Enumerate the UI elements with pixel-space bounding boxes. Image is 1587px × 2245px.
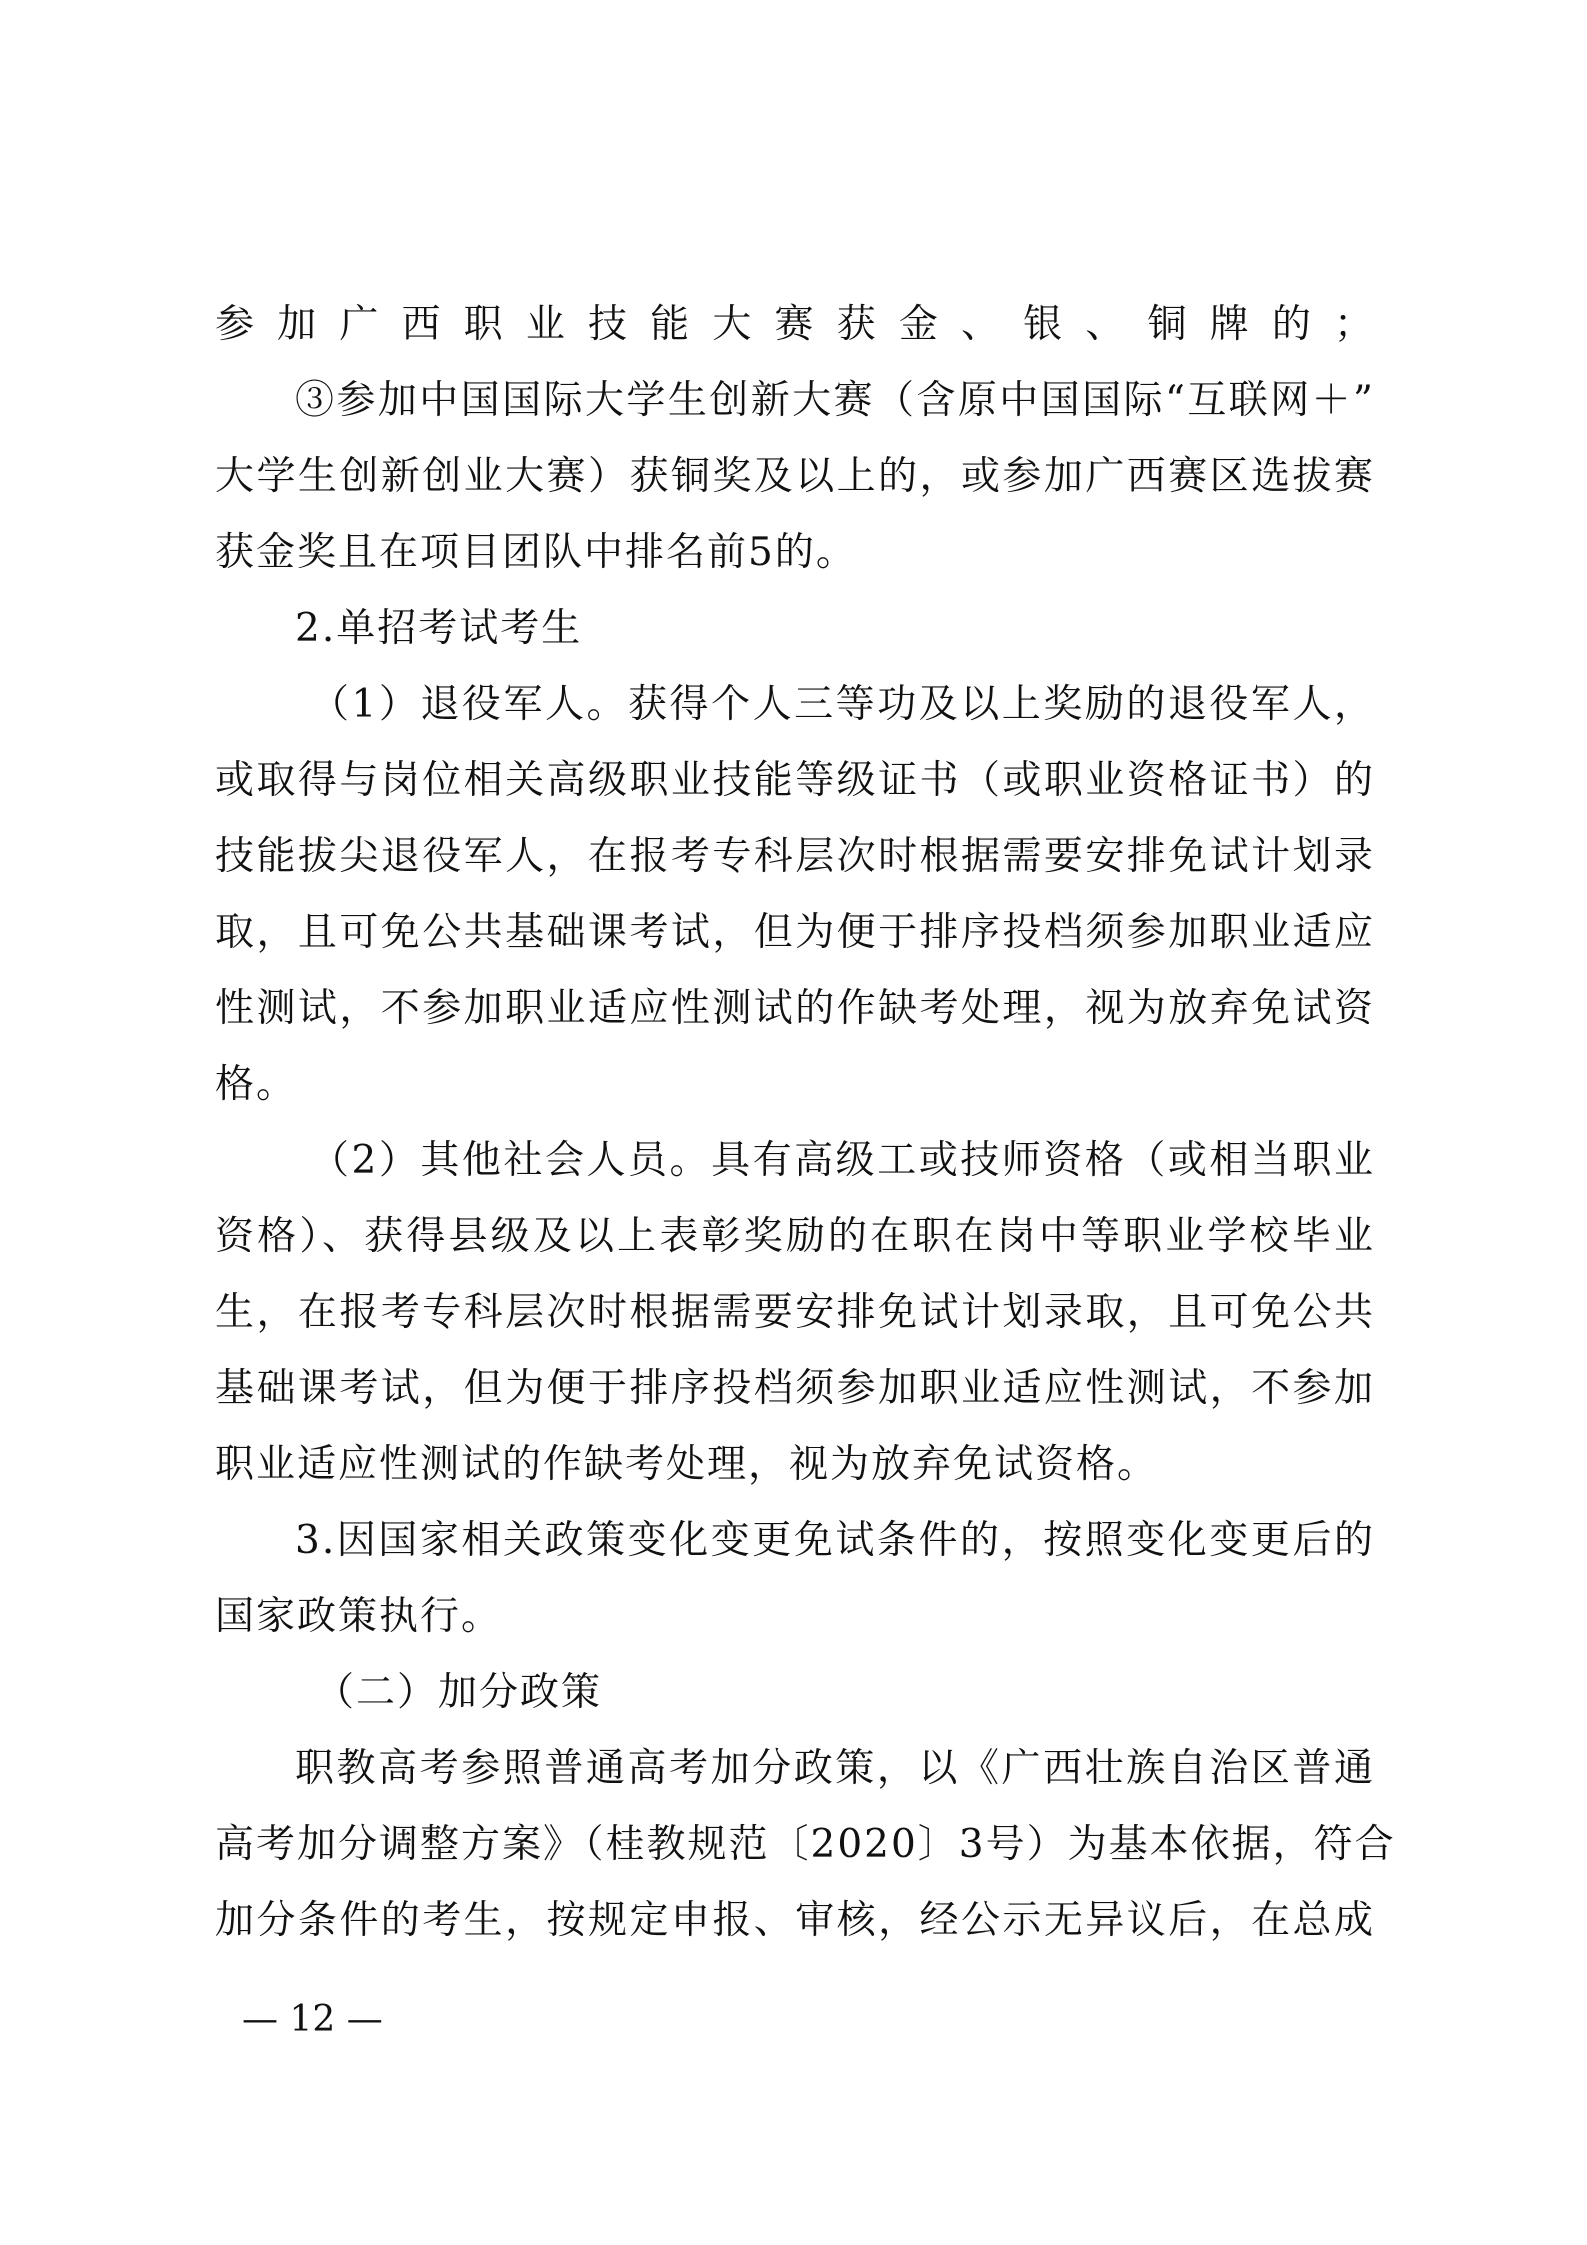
text-line: ③参加中国国际大学生创新大赛（含原中国国际“互联网＋” [295, 378, 1375, 423]
page-number: — 12 — [242, 1999, 383, 2040]
text-line: 职业适应性测试的作缺考处理，视为放弃免试资格。 [215, 1442, 1159, 1487]
text-line: 参加广西职业技能大赛获金、银、铜牌的； [215, 302, 1375, 347]
text-line: 性测试，不参加职业适应性测试的作缺考处理，视为放弃免试资 [215, 986, 1375, 1031]
text-line: 格。 [215, 1062, 298, 1107]
text-line: 国家政策执行。 [215, 1594, 503, 1639]
subsection-heading: （二）加分政策 [315, 1670, 603, 1715]
text-line: 大学生创新创业大赛）获铜奖及以上的，或参加广西赛区选拔赛 [215, 454, 1375, 499]
text-line: 3.因国家相关政策变化变更免试条件的，按照变化变更后的 [295, 1518, 1375, 1563]
text-line: （1）退役军人。获得个人三等功及以上奖励的退役军人， [310, 682, 1375, 727]
text-line: 取，且可免公共基础课考试，但为便于排序投档须参加职业适应 [215, 910, 1375, 955]
text-line: 资格）、获得县级及以上表彰奖励的在职在岗中等职业学校毕业 [215, 1214, 1375, 1259]
text-line: 加分条件的考生，按规定申报、审核，经公示无异议后，在总成 [215, 1898, 1375, 1943]
text-line: 技能拔尖退役军人，在报考专科层次时根据需要安排免试计划录 [215, 834, 1375, 879]
text-line: 高考加分调整方案》（桂教规范〔2020〕3号）为基本依据，符合 [215, 1822, 1396, 1867]
text-line: 职教高考参照普通高考加分政策，以《广西壮族自治区普通 [295, 1746, 1375, 1791]
section-heading: 2.单招考试考生 [295, 606, 583, 651]
text-line: 基础课考试，但为便于排序投档须参加职业适应性测试，不参加 [215, 1366, 1375, 1411]
text-line: 或取得与岗位相关高级职业技能等级证书（或职业资格证书）的 [215, 758, 1375, 803]
text-line: 生，在报考专科层次时根据需要安排免试计划录取，且可免公共 [215, 1290, 1375, 1335]
text-line: （2）其他社会人员。具有高级工或技师资格（或相当职业 [310, 1138, 1375, 1183]
text-line: 获金奖且在项目团队中排名前5的。 [215, 530, 857, 575]
